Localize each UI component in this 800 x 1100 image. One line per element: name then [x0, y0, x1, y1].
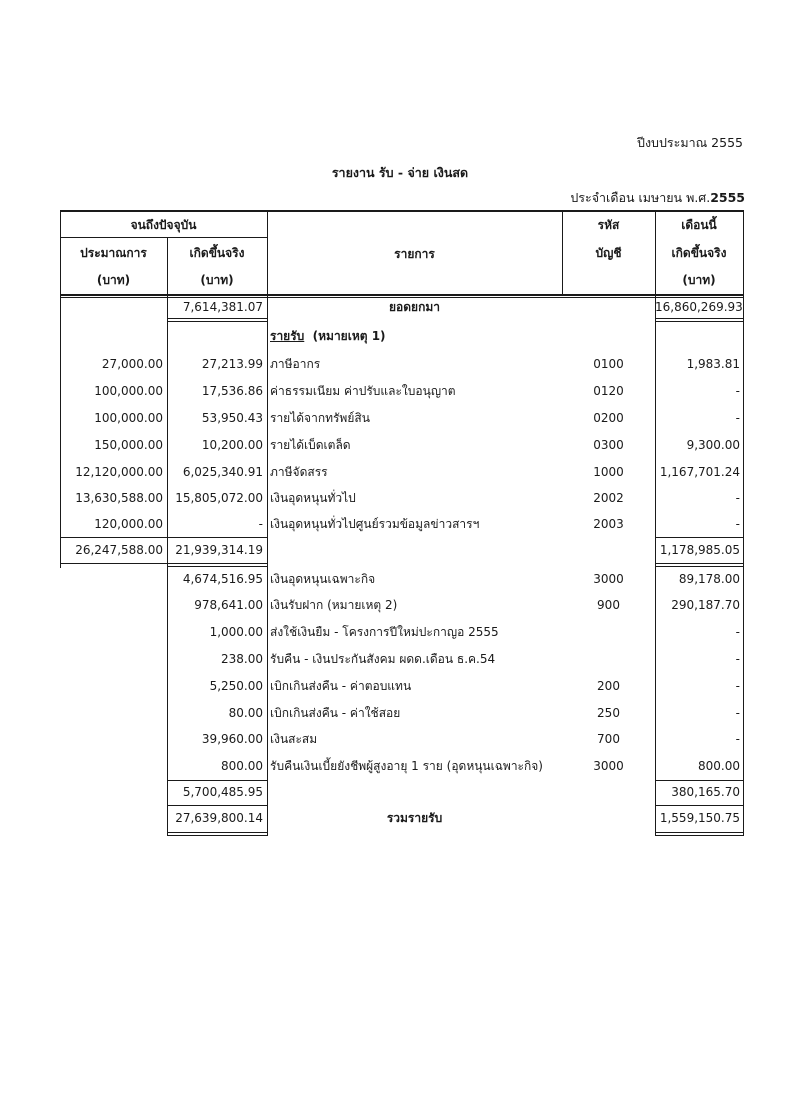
row-budget: 120,000.00 — [94, 517, 163, 531]
header-code-1: รหัส — [597, 218, 620, 232]
revenue-subtotal-double-rule — [167, 566, 267, 567]
row-code: 0300 — [593, 438, 624, 452]
row-month: 800.00 — [698, 759, 740, 773]
revenue-heading-label: รายรับ — [270, 329, 305, 343]
row-actual: 80.00 — [228, 706, 263, 720]
row-actual: 800.00 — [221, 759, 263, 773]
revenue-subtotal-actual: 21,939,314.19 — [175, 543, 263, 557]
row-actual: 1,000.00 — [209, 625, 263, 639]
header-to-date: จนถึงปัจจุบัน — [130, 218, 197, 232]
revenue-subtotal-bottom-rule — [60, 563, 267, 564]
grand-total-month-bottom-rule — [655, 832, 744, 833]
row-month: - — [735, 652, 740, 666]
row-item: เงินอุดหนุนเฉพาะกิจ — [270, 572, 376, 586]
row-actual: 4,674,516.95 — [182, 572, 263, 586]
header-month-unit: (บาท) — [682, 273, 716, 287]
fiscal-year: ปีงบประมาณ 2555 — [637, 135, 743, 150]
row-code: 200 — [597, 679, 620, 693]
row-item: เงินอุดหนุนทั่วไปศูนย์รวมข้อมูลข่าวสารฯ — [270, 517, 480, 531]
revenue-subtotal-month: 1,178,985.05 — [659, 543, 740, 557]
row-code: 3000 — [593, 759, 624, 773]
row-item: รับคืน - เงินประกันสังคม ผดด.เดือน ธ.ค.54 — [270, 652, 496, 666]
row-code — [562, 651, 655, 667]
row-month: 9,300.00 — [686, 438, 740, 452]
row-item: ภาษีอากร — [270, 357, 321, 371]
grand-total-month-double-rule — [655, 835, 744, 836]
row-code: 2003 — [593, 517, 624, 531]
group-header-rule — [60, 237, 267, 238]
header-month-2: เกิดขึ้นจริง — [671, 246, 727, 260]
opening-actual-underline — [167, 318, 267, 319]
row-item: เงินสะสม — [270, 732, 318, 746]
row-month: - — [735, 517, 740, 531]
row-budget: 27,000.00 — [101, 357, 163, 371]
row-actual: 39,960.00 — [201, 732, 263, 746]
row-code: 1000 — [593, 465, 624, 479]
row-month: 89,178.00 — [678, 572, 740, 586]
opening-actual: 7,614,381.07 — [182, 300, 263, 314]
header-bottom-rule — [60, 294, 744, 296]
grand-total-actual: 27,639,800.14 — [175, 811, 263, 825]
revenue-heading-note: (หมายเหตุ 1) — [312, 329, 386, 343]
row-item: รายได้จากทรัพย์สิน — [270, 411, 370, 425]
other-subtotal-actual: 5,700,485.95 — [182, 785, 263, 799]
row-code: 0200 — [593, 411, 624, 425]
table-top-rule — [60, 210, 744, 212]
row-month: - — [735, 491, 740, 505]
opening-label: ยอดยกมา — [389, 300, 440, 314]
row-actual: 53,950.43 — [201, 411, 263, 425]
revenue-subtotal-top-rule — [60, 537, 267, 538]
row-actual: 6,025,340.91 — [182, 465, 263, 479]
row-code: 250 — [597, 706, 620, 720]
row-month: - — [735, 625, 740, 639]
opening-actual-underline-2 — [167, 321, 267, 322]
row-item: เงินอุดหนุนทั่วไป — [270, 491, 356, 505]
revenue-subtotal-month-top-rule — [655, 537, 744, 538]
revenue-heading — [270, 328, 386, 344]
row-code: 3000 — [593, 572, 624, 586]
row-item: รายได้เบ็ดเตล็ด — [270, 438, 351, 452]
row-month: 1,983.81 — [686, 357, 740, 371]
grand-total-double-rule — [167, 835, 267, 836]
other-subtotal-month-top-rule — [655, 780, 744, 781]
row-month: - — [735, 411, 740, 425]
row-month: 1,167,701.24 — [659, 465, 740, 479]
period-year: 2555 — [710, 190, 745, 205]
revenue-subtotal-budget: 26,247,588.00 — [75, 543, 163, 557]
row-item: ส่งใช้เงินยืม - โครงการปีใหม่ปะกาญอ 2555 — [270, 625, 499, 639]
header-actual: เกิดขึ้นจริง — [189, 246, 245, 260]
row-item: ค่าธรรมเนียม ค่าปรับและใบอนุญาต — [270, 384, 456, 398]
row-month: - — [735, 732, 740, 746]
header-budget-unit: (บาท) — [96, 273, 131, 287]
row-actual: - — [258, 517, 263, 531]
row-code: 0120 — [593, 384, 624, 398]
other-subtotal-top-rule — [167, 780, 267, 781]
row-month: - — [735, 706, 740, 720]
row-month: 290,187.70 — [671, 598, 740, 612]
grand-total-bottom-rule — [167, 832, 267, 833]
header-code-2: บัญชี — [595, 246, 622, 260]
other-subtotal-month: 380,165.70 — [671, 785, 740, 799]
row-actual: 10,200.00 — [201, 438, 263, 452]
row-actual: 5,250.00 — [209, 679, 263, 693]
row-code: 700 — [597, 732, 620, 746]
row-budget: 12,120,000.00 — [75, 465, 163, 479]
row-actual: 15,805,072.00 — [175, 491, 263, 505]
report-title: รายงาน รับ - จ่าย เงินสด — [331, 165, 469, 180]
row-budget: 100,000.00 — [94, 411, 163, 425]
row-actual: 978,641.00 — [194, 598, 263, 612]
header-month-1: เดือนนี้ — [681, 218, 717, 232]
row-code: 900 — [597, 598, 620, 612]
row-budget: 13,630,588.00 — [75, 491, 163, 505]
row-item: รับคืนเงินเบี้ยยังชีพผู้สูงอายุ 1 ราย (อุดหนุนเฉพาะกิจ) — [270, 759, 543, 773]
opening-month: 16,860,269.93 — [655, 300, 743, 314]
row-month: - — [735, 384, 740, 398]
revenue-subtotal-month-double-rule — [655, 566, 744, 567]
grand-total-label: รวมรายรับ — [386, 811, 443, 825]
header-item: รายการ — [394, 247, 435, 261]
row-budget: 150,000.00 — [94, 438, 163, 452]
grand-total-month-top-rule — [655, 805, 744, 806]
grand-total-month: 1,559,150.75 — [659, 811, 740, 825]
row-code — [562, 624, 655, 640]
row-month: - — [735, 679, 740, 693]
row-item: เบิกเกินส่งคืน - ค่าตอบแทน — [270, 679, 412, 693]
opening-month-underline — [655, 318, 744, 319]
opening-month-underline-2 — [655, 321, 744, 322]
row-budget: 100,000.00 — [94, 384, 163, 398]
report-period — [570, 188, 745, 208]
revenue-subtotal-month-bottom-rule — [655, 563, 744, 564]
row-actual: 238.00 — [221, 652, 263, 666]
header-budget: ประมาณการ — [80, 246, 147, 260]
row-item: เบิกเกินส่งคืน - ค่าใช้สอย — [270, 706, 401, 720]
row-code: 0100 — [593, 357, 624, 371]
grand-total-top-rule — [167, 805, 267, 806]
header-actual-unit: (บาท) — [200, 273, 234, 287]
header-bottom-rule-2 — [60, 297, 744, 298]
row-item: เงินรับฝาก (หมายเหตุ 2) — [270, 598, 398, 612]
period-prefix: ประจำเดือน เมษายน พ.ศ. — [570, 190, 711, 205]
row-actual: 17,536.86 — [201, 384, 263, 398]
row-actual: 27,213.99 — [201, 357, 263, 371]
row-item: ภาษีจัดสรร — [270, 465, 328, 479]
row-code: 2002 — [593, 491, 624, 505]
col-right-border — [743, 210, 744, 836]
